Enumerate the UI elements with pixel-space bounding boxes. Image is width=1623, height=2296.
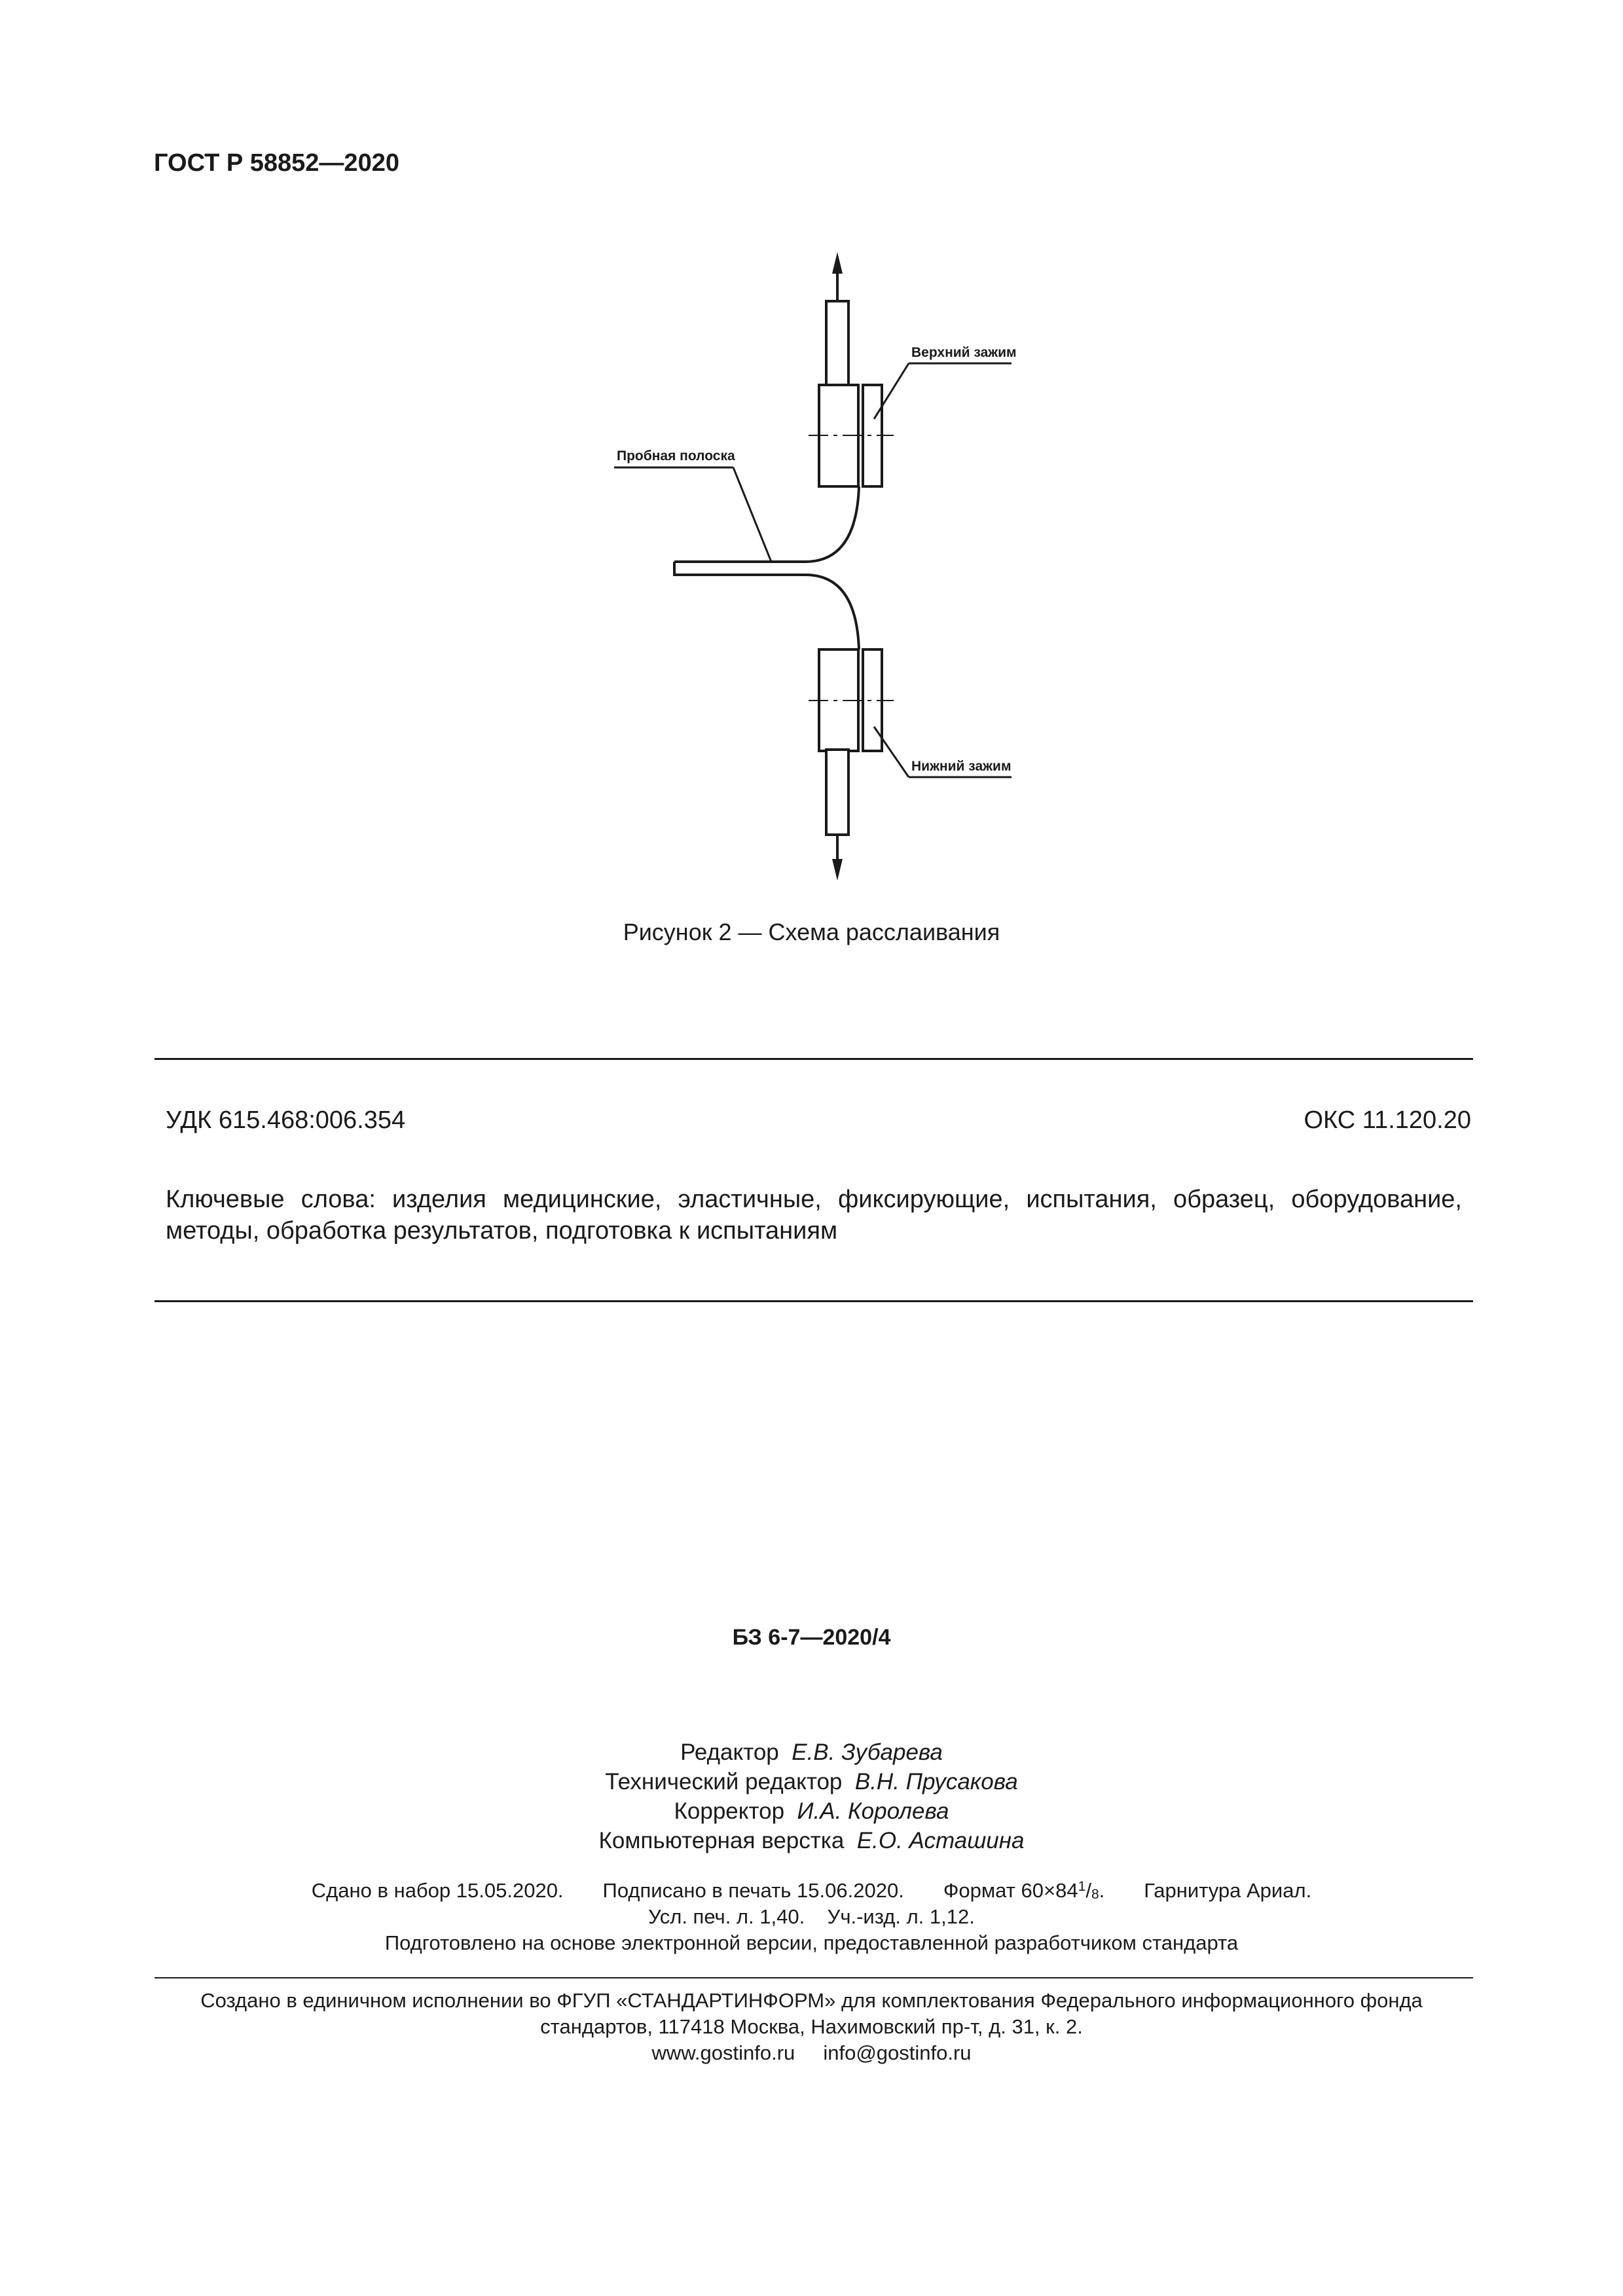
lower-clamp-label: Нижний зажим bbox=[911, 759, 1012, 774]
footer-line-1: Создано в единичном исполнении во ФГУП «СТАНДАРТИНФОРМ» для комплектования Федерального информационного фонда bbox=[200, 1989, 1423, 2012]
arrow-up-icon bbox=[832, 252, 843, 274]
credit-layout: Компьютерная верстка Е.О. Асташина bbox=[598, 1828, 1025, 1853]
test-strip bbox=[674, 486, 859, 649]
divider-bottom bbox=[155, 1300, 1473, 1302]
divider-top bbox=[155, 1058, 1473, 1060]
divider-footer bbox=[155, 1977, 1473, 1978]
credit-editor: Редактор Е.В. Зубарева bbox=[680, 1740, 943, 1765]
udk-code: УДК 615.468:006.354 bbox=[166, 1106, 406, 1134]
delamination-diagram bbox=[0, 0, 1623, 917]
credit-corrector: Корректор И.А. Королева bbox=[674, 1798, 949, 1824]
figure-caption: Рисунок 2 — Схема расслаивания bbox=[623, 919, 1000, 945]
email-link[interactable]: info@gostinfo.ru bbox=[823, 2041, 972, 2064]
bz-number: БЗ 6-7—2020/4 bbox=[732, 1625, 891, 1650]
imprint-line-1: Сдано в набор 15.05.2020. Подписано в печать 15.06.2020. Формат $60\times 84^1/_8$. Гарнитура Ариал. bbox=[311, 1879, 1312, 1902]
lower-rod bbox=[826, 750, 848, 835]
imprint-line-3: Подготовлено на основе электронной версии, предоставленной разработчиком стандарта bbox=[384, 1931, 1239, 1954]
oks-code: ОКС 11.120.20 bbox=[1304, 1106, 1471, 1134]
upper-clamp-label: Верхний зажим bbox=[911, 345, 1017, 360]
imprint-block bbox=[0, 1878, 1623, 1956]
document-number: ГОСТ Р 58852—2020 bbox=[154, 149, 399, 177]
footer-line-2: стандартов, 117418 Москва, Нахимовский пр-т, д. 31, к. 2. bbox=[540, 2015, 1083, 2038]
footer-block bbox=[0, 1988, 1623, 2066]
credit-tech-editor: Технический редактор В.Н. Прусакова bbox=[605, 1769, 1018, 1795]
footer-contacts bbox=[0, 2040, 1623, 2066]
credits-block bbox=[0, 1738, 1623, 1855]
upper-rod bbox=[826, 301, 848, 386]
keywords: Ключевые слова: изделия медицинские, эластичные, фиксирующие, испытания, образец, оборудование, методы, обработка результатов, подготовка к испытаниям bbox=[166, 1186, 1462, 1245]
test-strip-label: Пробная полоска bbox=[617, 448, 735, 464]
arrow-down-icon bbox=[832, 859, 843, 881]
imprint-line-2: Усл. печ. л. 1,40. Уч.-изд. л. 1,12. bbox=[648, 1905, 975, 1928]
website-link[interactable]: www.gostinfo.ru bbox=[651, 2041, 795, 2064]
